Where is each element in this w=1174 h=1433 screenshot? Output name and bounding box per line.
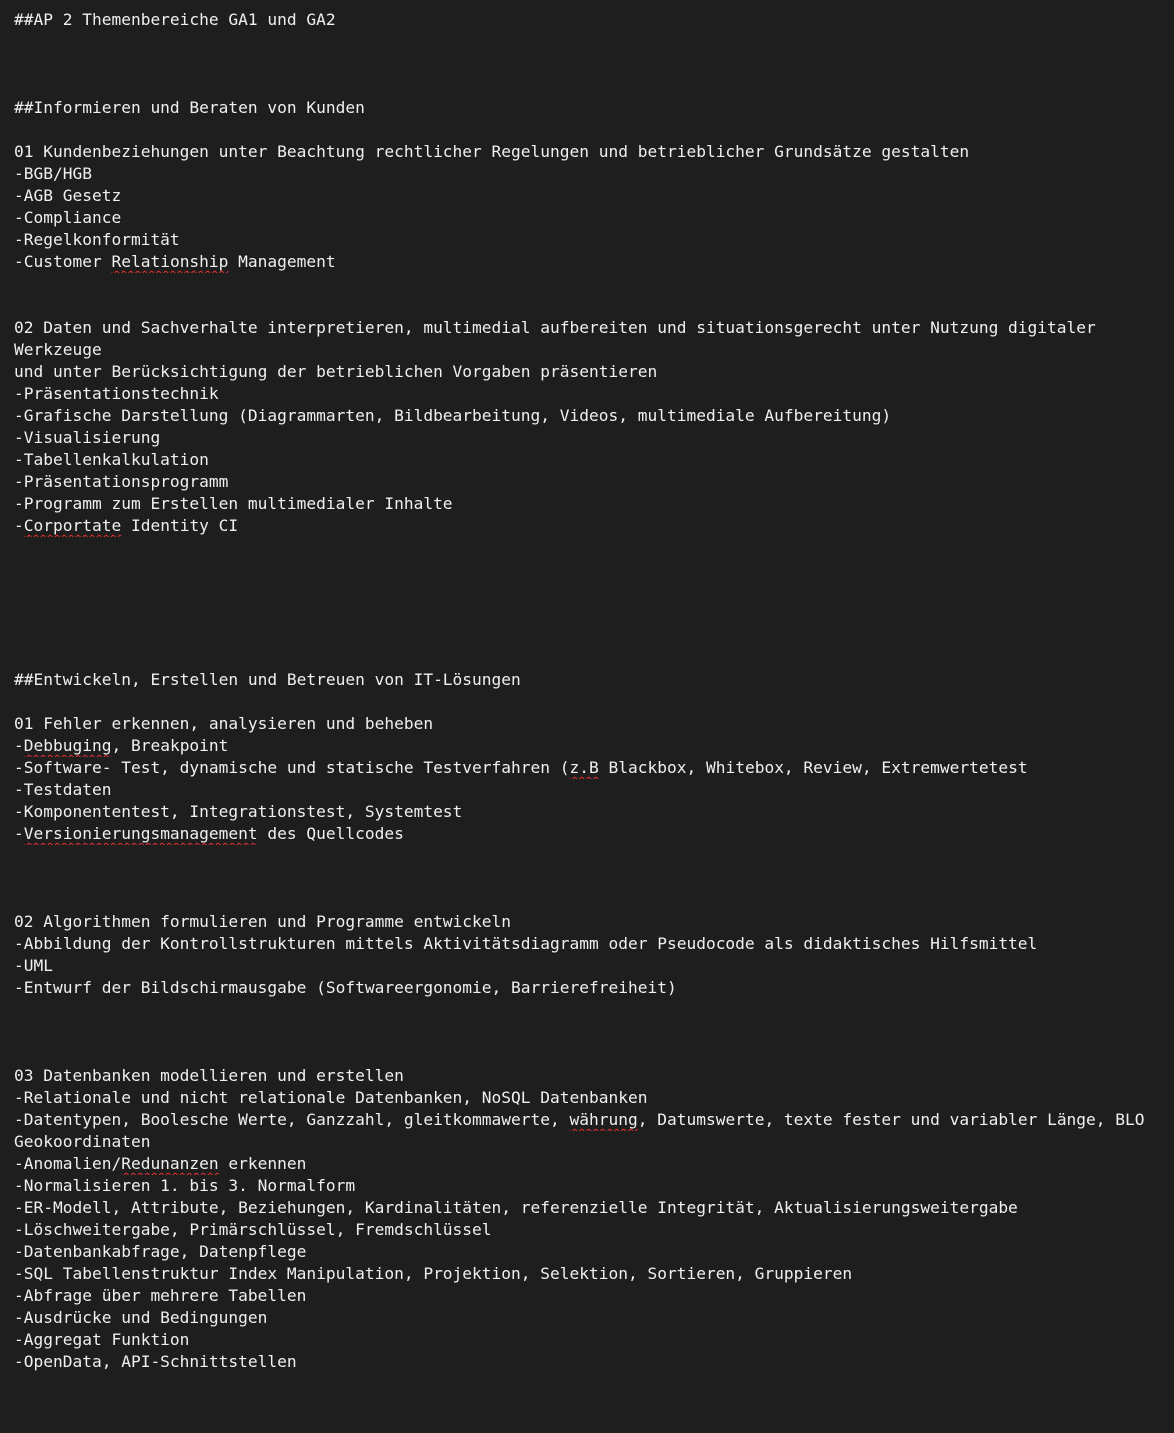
text-segment: -Datenbankabfrage, Datenpflege xyxy=(14,1242,307,1261)
text-segment: -Visualisierung xyxy=(14,428,161,447)
misspelled-word: Versionierungsmanagement xyxy=(23,824,258,843)
text-segment: , Datumswerte, texte fester und variabler Länge, BLO xyxy=(637,1110,1145,1129)
empty-line[interactable] xyxy=(14,1043,1174,1065)
text-line[interactable] xyxy=(14,361,1174,383)
text-line[interactable] xyxy=(14,933,1174,955)
text-segment: -Customer xyxy=(14,252,112,271)
text-line[interactable] xyxy=(14,185,1174,207)
text-line[interactable] xyxy=(14,383,1174,405)
text-segment: - xyxy=(14,736,24,755)
text-segment: -Compliance xyxy=(14,208,122,227)
text-line[interactable] xyxy=(14,339,1174,361)
text-segment: -UML xyxy=(14,956,53,975)
empty-line[interactable] xyxy=(14,53,1174,75)
text-line[interactable] xyxy=(14,955,1174,977)
misspelled-word: Relationship xyxy=(111,252,229,271)
text-segment: Werkzeuge xyxy=(14,340,102,359)
text-segment: , Breakpoint xyxy=(111,736,229,755)
empty-line[interactable] xyxy=(14,273,1174,295)
text-segment: -Komponententest, Integrationstest, Systemtest xyxy=(14,802,463,821)
text-line[interactable] xyxy=(14,1153,1174,1175)
text-line[interactable] xyxy=(14,317,1174,339)
text-line[interactable] xyxy=(14,405,1174,427)
text-line[interactable] xyxy=(14,823,1174,845)
empty-line[interactable] xyxy=(14,119,1174,141)
text-segment: 02 Daten und Sachverhalte interpretieren, multimedial aufbereiten und situationsgerecht unter Nutzung digitaler xyxy=(14,318,1096,337)
text-segment: -Anomalien/ xyxy=(14,1154,122,1173)
text-segment: - xyxy=(14,824,24,843)
text-line[interactable] xyxy=(14,779,1174,801)
text-segment: -ER-Modell, Attribute, Beziehungen, Kardinalitäten, referenzielle Integrität, Aktualisierungsweitergabe xyxy=(14,1198,1018,1217)
text-line[interactable] xyxy=(14,1307,1174,1329)
text-segment: Geokoordinaten xyxy=(14,1132,151,1151)
empty-line[interactable] xyxy=(14,581,1174,603)
empty-line[interactable] xyxy=(14,647,1174,669)
text-line[interactable] xyxy=(14,515,1174,537)
text-line[interactable] xyxy=(14,229,1174,251)
text-segment: Management xyxy=(228,252,336,271)
text-line[interactable] xyxy=(14,449,1174,471)
text-segment: -Präsentationsprogramm xyxy=(14,472,229,491)
empty-line[interactable] xyxy=(14,537,1174,559)
empty-line[interactable] xyxy=(14,691,1174,713)
empty-line[interactable] xyxy=(14,867,1174,889)
text-segment: -Tabellenkalkulation xyxy=(14,450,209,469)
text-line[interactable] xyxy=(14,1109,1174,1131)
text-segment: - xyxy=(14,516,24,535)
empty-line[interactable] xyxy=(14,889,1174,911)
text-line[interactable] xyxy=(14,1285,1174,1307)
text-line[interactable] xyxy=(14,1197,1174,1219)
text-segment: -SQL Tabellenstruktur Index Manipulation, Projektion, Selektion, Sortieren, Gruppieren xyxy=(14,1264,853,1283)
empty-line[interactable] xyxy=(14,603,1174,625)
text-line[interactable] xyxy=(14,911,1174,933)
text-segment: 01 Fehler erkennen, analysieren und beheben xyxy=(14,714,434,733)
text-segment: -Entwurf der Bildschirmausgabe (Softwareergonomie, Barrierefreiheit) xyxy=(14,978,677,997)
text-line[interactable] xyxy=(14,735,1174,757)
text-line[interactable] xyxy=(14,163,1174,185)
text-line[interactable] xyxy=(14,1241,1174,1263)
text-segment: und unter Berücksichtigung der betrieblichen Vorgaben präsentieren xyxy=(14,362,658,381)
text-line[interactable] xyxy=(14,141,1174,163)
text-segment: -Normalisieren 1. bis 3. Normalform xyxy=(14,1176,356,1195)
text-segment: -Software- Test, dynamische und statische Testverfahren ( xyxy=(14,758,570,777)
text-segment: -Relationale und nicht relationale Datenbanken, NoSQL Datenbanken xyxy=(14,1088,648,1107)
text-segment: -Ausdrücke und Bedingungen xyxy=(14,1308,268,1327)
empty-line[interactable] xyxy=(14,999,1174,1021)
text-line[interactable] xyxy=(14,977,1174,999)
text-segment: ##Entwickeln, Erstellen und Betreuen von IT-Lösungen xyxy=(14,670,521,689)
text-segment: Blackbox, Whitebox, Review, Extremwertetest xyxy=(598,758,1028,777)
text-line[interactable] xyxy=(14,669,1174,691)
text-segment: 03 Datenbanken modellieren und erstellen xyxy=(14,1066,404,1085)
empty-line[interactable] xyxy=(14,625,1174,647)
text-line[interactable] xyxy=(14,1351,1174,1373)
text-segment: -Präsentationstechnik xyxy=(14,384,219,403)
text-line[interactable] xyxy=(14,1131,1174,1153)
text-segment: 02 Algorithmen formulieren und Programme entwickeln xyxy=(14,912,512,931)
text-line[interactable] xyxy=(14,1175,1174,1197)
text-segment: -Abbildung der Kontrollstrukturen mittels Aktivitätsdiagramm oder Pseudocode als didaktisches Hilfsmittel xyxy=(14,934,1038,953)
editor-content[interactable] xyxy=(14,9,1174,1373)
text-segment: -Testdaten xyxy=(14,780,112,799)
empty-line[interactable] xyxy=(14,845,1174,867)
text-line[interactable] xyxy=(14,471,1174,493)
misspelled-word: währung xyxy=(569,1110,638,1129)
text-segment: des Quellcodes xyxy=(257,824,404,843)
text-line[interactable] xyxy=(14,713,1174,735)
text-segment: ##AP 2 Themenbereiche GA1 und GA2 xyxy=(14,10,336,29)
misspelled-word: Corportate xyxy=(23,516,122,535)
text-segment: ##Informieren und Beraten von Kunden xyxy=(14,98,365,117)
text-line[interactable] xyxy=(14,1329,1174,1351)
text-segment: -Datentypen, Boolesche Werte, Ganzzahl, gleitkommawerte, xyxy=(14,1110,570,1129)
misspelled-word: z.B xyxy=(569,758,599,777)
text-line[interactable] xyxy=(14,757,1174,779)
text-line[interactable] xyxy=(14,427,1174,449)
empty-line[interactable] xyxy=(14,75,1174,97)
text-segment: 01 Kundenbeziehungen unter Beachtung rechtlicher Regelungen und betrieblicher Grundsätze gestalten xyxy=(14,142,970,161)
empty-line[interactable] xyxy=(14,295,1174,317)
text-line[interactable] xyxy=(14,493,1174,515)
text-line[interactable] xyxy=(14,251,1174,273)
text-segment: -Abfrage über mehrere Tabellen xyxy=(14,1286,307,1305)
text-segment: -OpenData, API-Schnittstellen xyxy=(14,1352,297,1371)
text-segment: -Löschweitergabe, Primärschlüssel, Fremdschlüssel xyxy=(14,1220,492,1239)
text-segment: erkennen xyxy=(218,1154,307,1173)
empty-line[interactable] xyxy=(14,31,1174,53)
empty-line[interactable] xyxy=(14,1021,1174,1043)
text-segment: -Programm zum Erstellen multimedialer Inhalte xyxy=(14,494,453,513)
text-line[interactable] xyxy=(14,97,1174,119)
text-segment: Identity CI xyxy=(121,516,239,535)
text-segment: -BGB/HGB xyxy=(14,164,92,183)
text-line[interactable] xyxy=(14,801,1174,823)
text-segment: -AGB Gesetz xyxy=(14,186,122,205)
text-segment: -Regelkonformität xyxy=(14,230,180,249)
text-line[interactable] xyxy=(14,207,1174,229)
misspelled-word: Debbuging xyxy=(23,736,112,755)
text-line[interactable] xyxy=(14,9,1174,31)
text-line[interactable] xyxy=(14,1263,1174,1285)
text-line[interactable] xyxy=(14,1087,1174,1109)
text-line[interactable] xyxy=(14,1219,1174,1241)
misspelled-word: Redunanzen xyxy=(121,1154,219,1173)
text-line[interactable] xyxy=(14,1065,1174,1087)
empty-line[interactable] xyxy=(14,559,1174,581)
text-segment: -Grafische Darstellung (Diagrammarten, Bildbearbeitung, Videos, multimediale Aufbereitung) xyxy=(14,406,892,425)
text-segment: -Aggregat Funktion xyxy=(14,1330,190,1349)
